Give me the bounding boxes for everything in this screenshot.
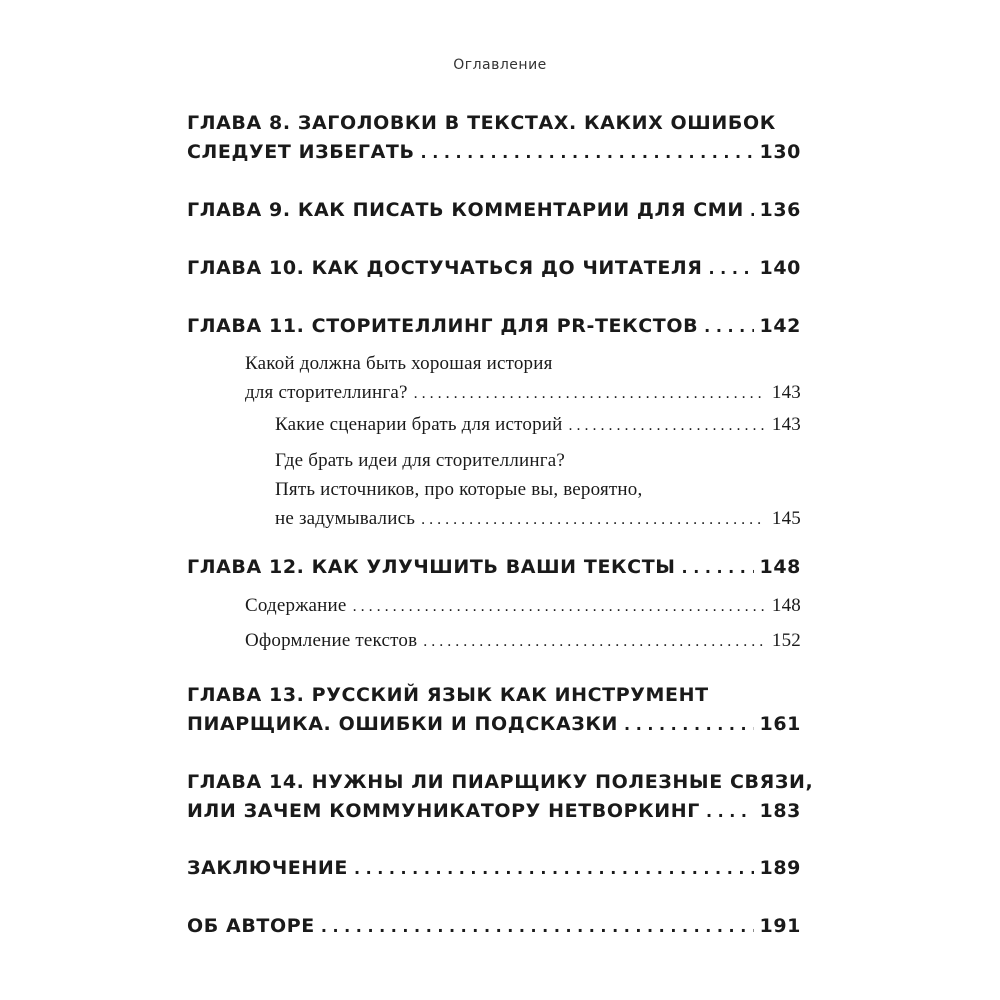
toc-page-number: 183 xyxy=(759,800,801,822)
dot-leader xyxy=(682,553,754,582)
dot-leader xyxy=(423,627,766,656)
dot-leader xyxy=(321,912,754,941)
toc-entry-chapter-9 xyxy=(187,196,801,225)
toc-entry-chapter-11 xyxy=(187,312,801,341)
toc-entry-title-line: Пять источников, про которые вы, вероятно, xyxy=(275,479,643,500)
toc-page-number: 140 xyxy=(759,257,801,279)
toc-page-number: 143 xyxy=(771,382,801,403)
toc-entry-title-line: ГЛАВА 12. КАК УЛУЧШИТЬ ВАШИ ТЕКСТЫ xyxy=(187,556,676,578)
toc-entry-chapter-8 xyxy=(187,109,801,167)
toc-page-number: 191 xyxy=(759,915,801,937)
toc-entry-title-line: Содержание xyxy=(245,595,347,616)
dot-leader xyxy=(750,196,754,225)
toc-entry-chapter-12 xyxy=(187,553,801,582)
toc-entry-chapter-10 xyxy=(187,254,801,283)
toc-entry-chapter-14 xyxy=(187,768,814,826)
dot-leader xyxy=(706,797,754,826)
toc-page-number: 143 xyxy=(771,414,801,435)
toc-page-number: 148 xyxy=(759,556,801,578)
toc-entry-chapter-13 xyxy=(187,681,801,739)
toc-page-number: 152 xyxy=(771,630,801,651)
toc-entry-title-line: ИЛИ ЗАЧЕМ КОММУНИКАТОРУ НЕТВОРКИНГ xyxy=(187,800,700,822)
dot-leader xyxy=(704,312,753,341)
toc-page-number: 189 xyxy=(759,857,801,879)
dot-leader xyxy=(421,505,766,534)
dot-leader xyxy=(709,254,754,283)
toc-entry-title-line: ЗАКЛЮЧЕНИЕ xyxy=(187,857,348,879)
toc-subentry-formatting xyxy=(245,626,801,655)
toc-subentry-good-story xyxy=(245,349,801,407)
toc-entry-title-line: Какой должна быть хорошая история xyxy=(245,353,553,374)
toc-entry-title-line: Где брать идеи для сторителлинга? xyxy=(275,450,566,471)
toc-subentry-content xyxy=(245,591,801,620)
toc-page-number: 130 xyxy=(759,141,801,163)
dot-leader xyxy=(354,854,754,883)
toc-entry-title-line: ГЛАВА 13. РУССКИЙ ЯЗЫК КАК ИНСТРУМЕНТ xyxy=(187,684,709,706)
toc-entry-title-line: СЛЕДУЕТ ИЗБЕГАТЬ xyxy=(187,141,415,163)
toc-entry-title-line: Какие сценарии брать для историй xyxy=(275,414,563,435)
dot-leader xyxy=(414,379,766,408)
toc-entry-about-author xyxy=(187,912,801,941)
toc-entry-title-line: ГЛАВА 10. КАК ДОСТУЧАТЬСЯ ДО ЧИТАТЕЛЯ xyxy=(187,257,703,279)
dot-leader xyxy=(569,411,766,440)
toc-entry-title-line: ГЛАВА 8. ЗАГОЛОВКИ В ТЕКСТАХ. КАКИХ ОШИБОК xyxy=(187,112,776,134)
toc-entry-title-line: ПИАРЩИКА. ОШИБКИ И ПОДСКАЗКИ xyxy=(187,713,619,735)
toc-page-number: 136 xyxy=(759,199,801,221)
toc-entry-title-line: Оформление текстов xyxy=(245,630,418,651)
toc-page-number: 142 xyxy=(759,315,801,337)
dot-leader xyxy=(421,138,754,167)
toc-page-number: 161 xyxy=(759,713,801,735)
toc-entry-title-line: ГЛАВА 9. КАК ПИСАТЬ КОММЕНТАРИИ ДЛЯ СМИ xyxy=(187,199,744,221)
toc-entry-title-line: для сторителлинга? xyxy=(245,382,408,403)
page-header-title: Оглавление xyxy=(453,57,547,73)
toc-entry-title-line: ОБ АВТОРЕ xyxy=(187,915,315,937)
toc-entry-title-line: ГЛАВА 11. СТОРИТЕЛЛИНГ ДЛЯ PR-ТЕКСТОВ xyxy=(187,315,699,337)
toc-entry-title-line: не задумывались xyxy=(275,508,416,529)
toc-page-number: 145 xyxy=(771,508,801,529)
toc-subentry-ideas xyxy=(275,446,801,533)
dot-leader xyxy=(624,710,753,739)
toc-page-number: 148 xyxy=(771,595,801,616)
toc-subentry-scenarios xyxy=(275,410,801,439)
dot-leader xyxy=(353,592,766,621)
toc-entry-title-line: ГЛАВА 14. НУЖНЫ ЛИ ПИАРЩИКУ ПОЛЕЗНЫЕ СВЯЗИ, xyxy=(187,771,814,793)
toc-entry-conclusion xyxy=(187,854,801,883)
